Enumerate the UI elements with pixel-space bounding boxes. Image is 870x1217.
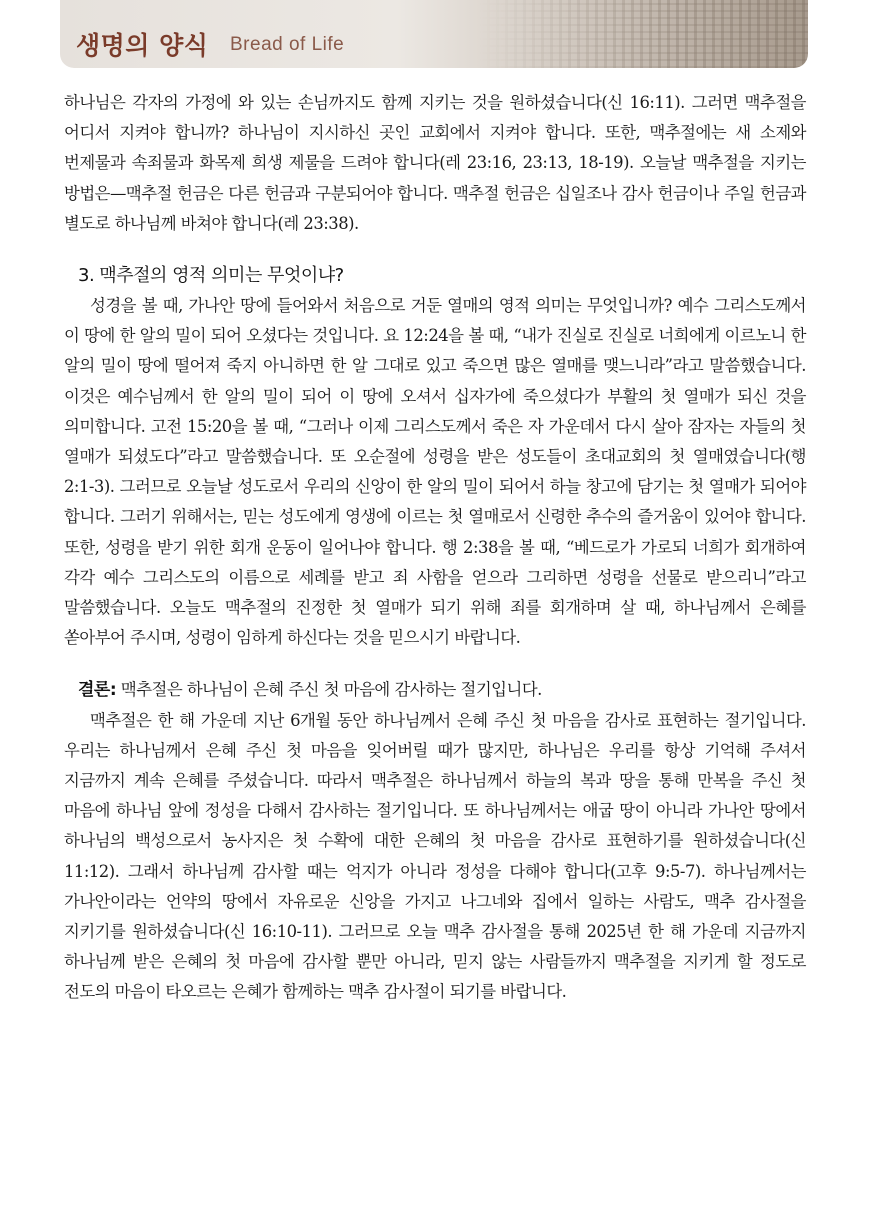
intro-paragraph: 하나님은 각자의 가정에 와 있는 손님까지도 함께 지키는 것을 원하셨습니다(신 16:11). 그러면 맥추절을 어디서 지켜야 합니까? 하나님이 지시하신 곳인 교회에서 지켜야 합니다. 또한, 맥추절에는 새 소제와 번제물과 속죄물과 화목제 희생 제물을 드려야 합니다(레 23:16, 23:13, 18-19). 오늘날 맥추절을 지키는 방법은—맥추절 헌금은 다른 헌금과 구분되어야 합니다. 맥추절 헌금은 십일조나 감사 헌금이나 주일 헌금과 별도로 하나님께 바쳐야 합니다(레 23:38). — [64, 93, 806, 233]
congregation-photo-texture — [478, 0, 808, 68]
section-subtitle: Bread of Life — [230, 34, 345, 55]
conclusion-label: 결론: — [78, 680, 117, 701]
conclusion-paragraph: 맥추절은 한 해 가운데 지난 6개월 동안 하나님께서 은혜 주신 첫 마음을 감사로 표현하는 절기입니다. 우리는 하나님께서 은혜 주신 첫 마음을 잊어버릴 때가 많지만, 하나님은 우리를 항상 기억해 주셔서 지금까지 계속 은혜를 주셨습니다. 따라서 맥추절은 하나님께서 하늘의 복과 땅을 통해 만복을 주신 첫 마음에 하나님 앞에 정성을 다해서 감사하는 절기입니다. 또 하나님께서는 애굽 땅이 아니라 가나안 땅에서 하나님의 백성으로서 농사지은 첫 수확에 대한 은혜의 첫 마음을 감사로 표현하기를 원하셨습니다(신 11:12). 그래서 하나님께 감사할 때는 억지가 아니라 정성을 다해야 합니다(고후 9:5-7). 하나님께서는 가나안이라는 언약의 땅에서 자유로운 신앙을 가지고 나그네와 집에서 일하는 사람도, 맥추 감사절을 지키기를 원하셨습니다(신 16:10-11). 그러므로 오늘 맥추 감사절을 통해 2025년 한 해 가운데 지금까지 하나님께 받은 은혜의 첫 마음에 감사할 뿐만 아니라, 믿지 않는 사람들까지 맥추절을 지키게 할 정도로 전도의 마음이 타오르는 은혜가 함께하는 맥추 감사절이 되기를 바랍니다. — [64, 710, 806, 1002]
header-banner — [60, 0, 808, 68]
conclusion-summary: 맥추절은 하나님이 은혜 주신 첫 마음에 감사하는 절기입니다. — [116, 680, 542, 700]
section-3-paragraph: 성경을 볼 때, 가나안 땅에 들어와서 처음으로 거둔 열매의 영적 의미는 무엇입니까? 예수 그리스도께서 이 땅에 한 알의 밀이 되어 오셨다는 것입니다. 요 12:24을 볼 때, “내가 진실로 진실로 너희에게 이르노니 한 알의 밀이 땅에 떨어져 죽지 아니하면 한 알 그대로 있고 죽으면 많은 열매를 맺느니라”라고 말씀했습니다. 이것은 예수님께서 한 알의 밀이 되어 이 땅에 오셔서 십자가에 죽으셨다가 부활의 첫 열매가 되신 것을 의미합니다. 고전 15:20을 볼 때, “그러나 이제 그리스도께서 죽은 자 가운데서 다시 살아 잠자는 자들의 첫 열매가 되셨도다”라고 말씀했습니다. 또 오순절에 성령을 받은 성도들이 초대교회의 첫 열매였습니다(행 2:1-3). 그러므로 오늘날 성도로서 우리의 신앙이 한 알의 밀이 되어서 하늘 창고에 담기는 첫 열매가 되어야 합니다. 그러기 위해서는, 믿는 성도에게 영생에 이르는 첫 열매로서 신령한 추수의 즐거움이 있어야 합니다. 또한, 성령을 받기 위한 회개 운동이 일어나야 합니다. 행 2:38을 볼 때, “베드로가 가로되 너희가 회개하여 각각 예수 그리스도의 이름으로 세례를 받고 죄 사함을 얻으라 그리하면 성령을 선물로 받으리니”라고 말씀했습니다. 오늘도 맥추절의 진정한 첫 열매가 되기 위해 죄를 회개하며 살 때, 하나님께서 은혜를 쏟아부어 주시며, 성령이 임하게 하신다는 것을 믿으시기 바랍니다. — [64, 296, 806, 648]
conclusion-line — [64, 675, 806, 705]
section-title: 생명의 양식 — [76, 31, 209, 60]
article-body — [64, 88, 806, 1008]
section-3-heading: 3. 맥추절의 영적 의미는 무엇이냐? — [78, 265, 344, 287]
